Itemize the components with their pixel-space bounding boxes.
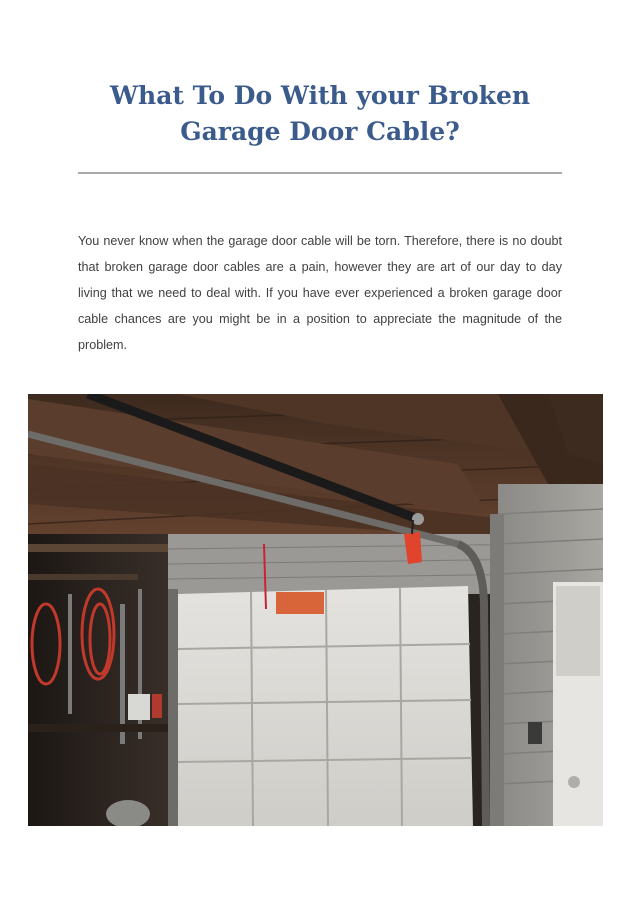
page-title: What To Do With your Broken Garage Door Cable? (109, 81, 531, 146)
garage-photo (28, 394, 603, 826)
title-divider (78, 172, 562, 174)
garage-photo-illustration (28, 394, 603, 826)
article-paragraph: You never know when the garage door cable will be torn. Therefore, there is no doubt that broken garage door cables are a pain, however they are art of our day to day living that we need to deal with. If you have ever experienced a broken garage door cable chances are you might be in a position to appreciate the magnitude of the problem. (78, 234, 562, 352)
